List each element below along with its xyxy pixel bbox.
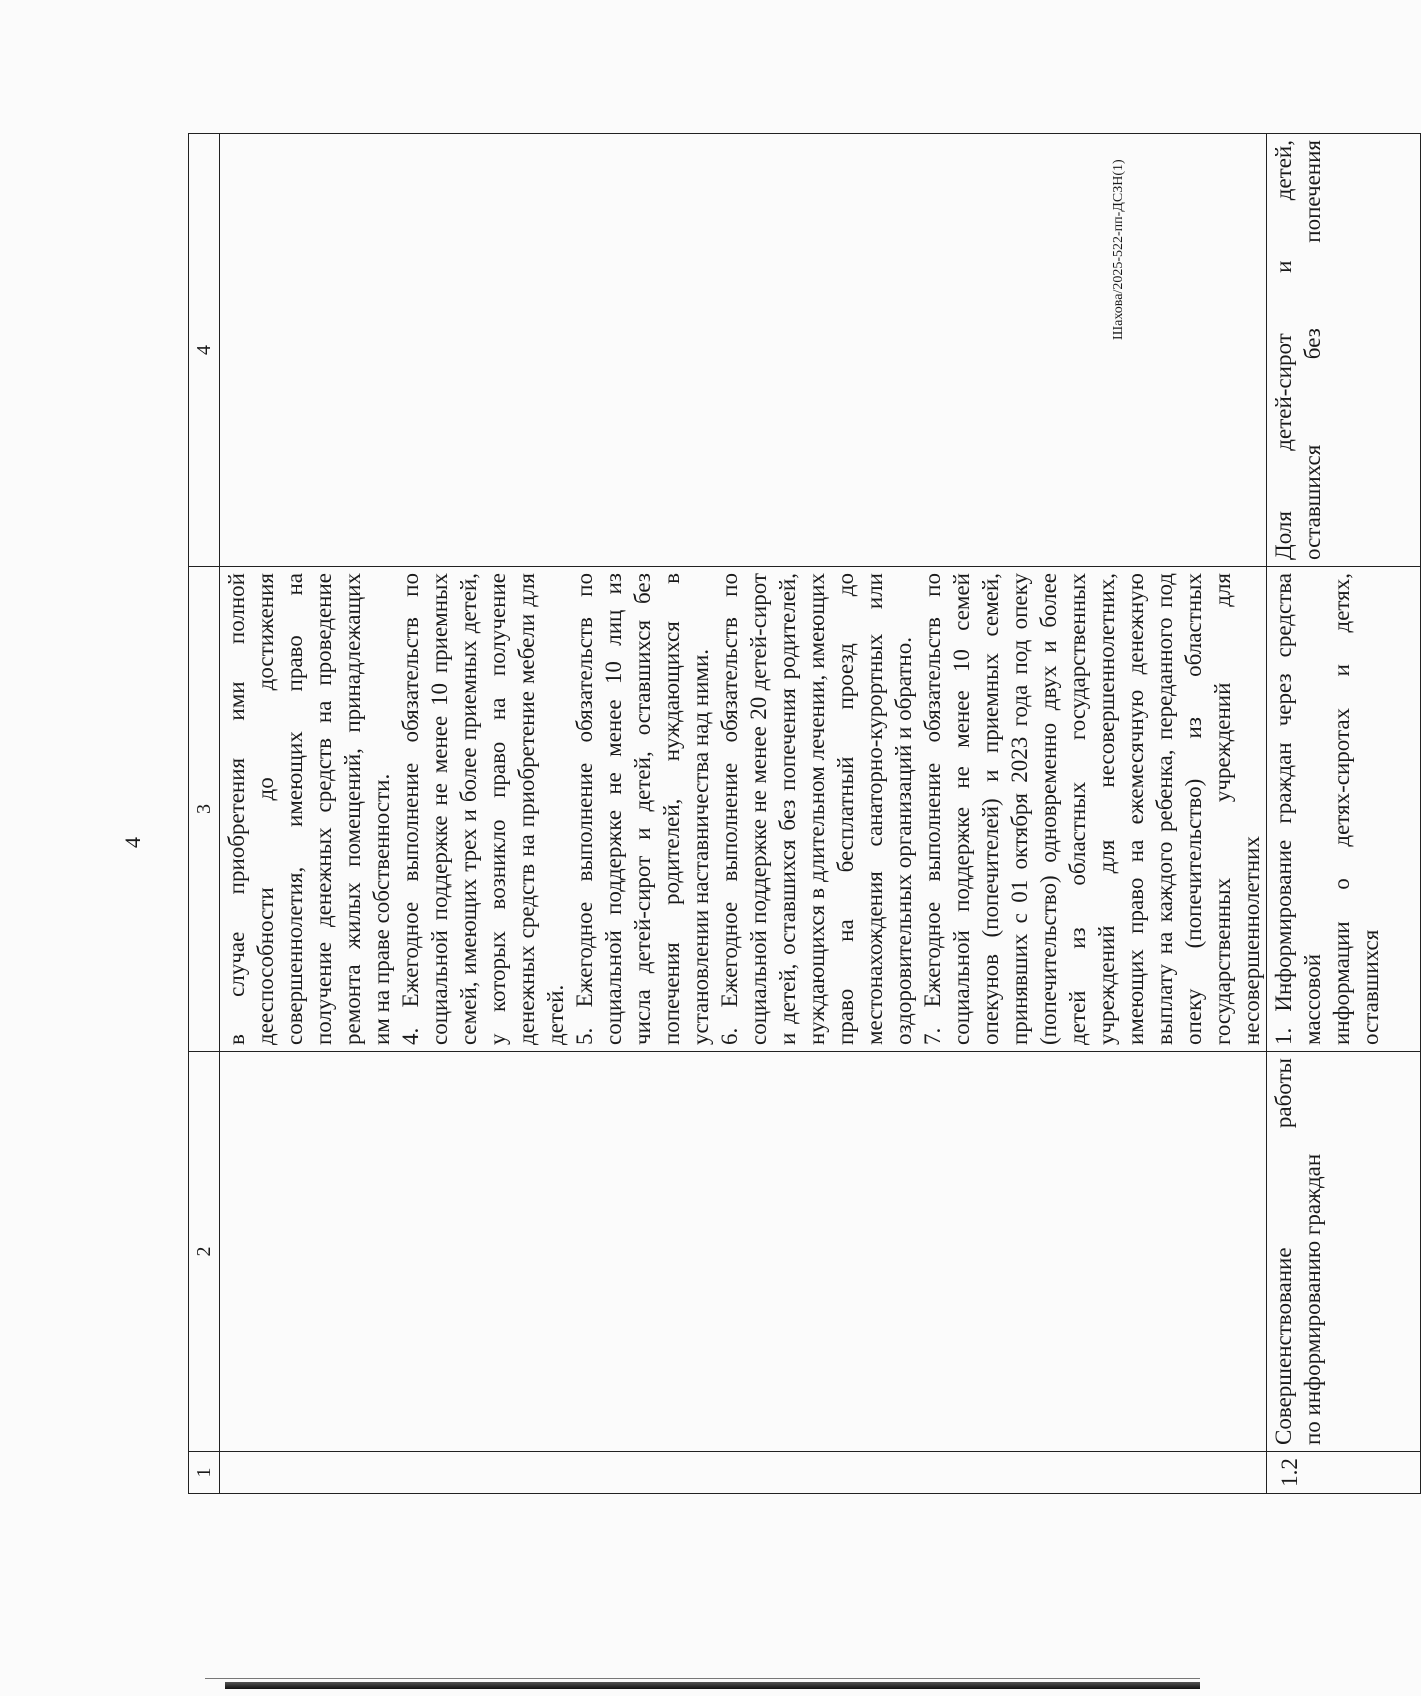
row-1-2-title: [1267, 1052, 1421, 1452]
scan-edge-shadow: [225, 1682, 1200, 1689]
row-1-2-measures-line-2: информации о детях-сиротах и детях, оставшихся: [1329, 573, 1383, 1045]
row-1-2-title-line-2: по информированию граждан: [1300, 1153, 1325, 1445]
continuation-col-2: [220, 1052, 1267, 1452]
row-1-2-measures: [1267, 567, 1421, 1052]
document-code: Шахова/2025-522-пп-ДСЗН(1): [1111, 159, 1126, 340]
page-number: 4: [120, 837, 145, 848]
paragraph-item-5: 5. Ежегодное выполнение обязательств по социальной поддержке не менее 10 лиц из числа детей-сирот и детей, оставшихся без попечения родителей, нуждающихся в установлении наставничества над ними.: [572, 573, 713, 1045]
header-col-2: 2: [189, 1052, 220, 1452]
header-col-1: 1: [189, 1452, 220, 1494]
header-col-3: 3: [189, 567, 220, 1052]
continuation-col-3: [220, 567, 1267, 1052]
row-1-2-indicator-line-1: Доля детей-сирот и детей,: [1271, 140, 1296, 560]
row-1-2-measures-line-1: 1. Информирование граждан через средства массовой: [1271, 573, 1325, 1045]
continuation-col-1: [220, 1452, 1267, 1494]
row-1-2-title-line-1: Совершенствование работы: [1271, 1058, 1296, 1445]
paragraph-item-7: 7. Ежегодное выполнение обязательств по социальной поддержке не менее 10 семей опекунов (попечителей) и приемных семей, принявших с 01 октября 2023 года под опеку (попечительство) одновременно двух и более детей из областных государственных учреждений для несовершеннолетних, имеющих право на ежемесячную денежную выплату на каждого ребенка, переданного под опеку (попечительство) из областных государственных учреждений для несовершеннолетних: [920, 573, 1264, 1045]
header-col-4: 4: [189, 134, 220, 567]
row-1-2-indicator-line-2: оставшихся без попечения: [1300, 140, 1325, 560]
continuation-col-4: [220, 134, 1267, 567]
measures-table: [188, 133, 1421, 1494]
header-row: [189, 134, 220, 1494]
continuation-row: [220, 134, 1267, 1494]
paragraph-continued: в случае приобретения ими полной дееспособности до достижения совершеннолетия, имеющих право на получение денежных средств на проведение ремонта жилых помещений, принадлежащих им на праве собственности.: [224, 573, 394, 1045]
row-1-2-indicator: [1267, 134, 1421, 567]
row-1-2-number: 1.2: [1267, 1452, 1421, 1494]
paragraph-item-6: 6. Ежегодное выполнение обязательств по социальной поддержке не менее 20 детей-сирот и детей, оставшихся без попечения родителей, нуждающихся в длительном лечении, имеющих право на бесплатный проезд до местонахождения санаторно-курортных или оздоровительных организаций и обратно.: [717, 573, 916, 1045]
paragraph-item-4: 4. Ежегодное выполнение обязательств по социальной поддержке не менее 10 приемных семей, имеющих трех и более приемных детей, у которых возникло право на получение денежных средств на приобретение мебели для детей.: [398, 573, 568, 1045]
scan-edge-line: [205, 1678, 1200, 1679]
row-1-2: [1267, 134, 1421, 1494]
